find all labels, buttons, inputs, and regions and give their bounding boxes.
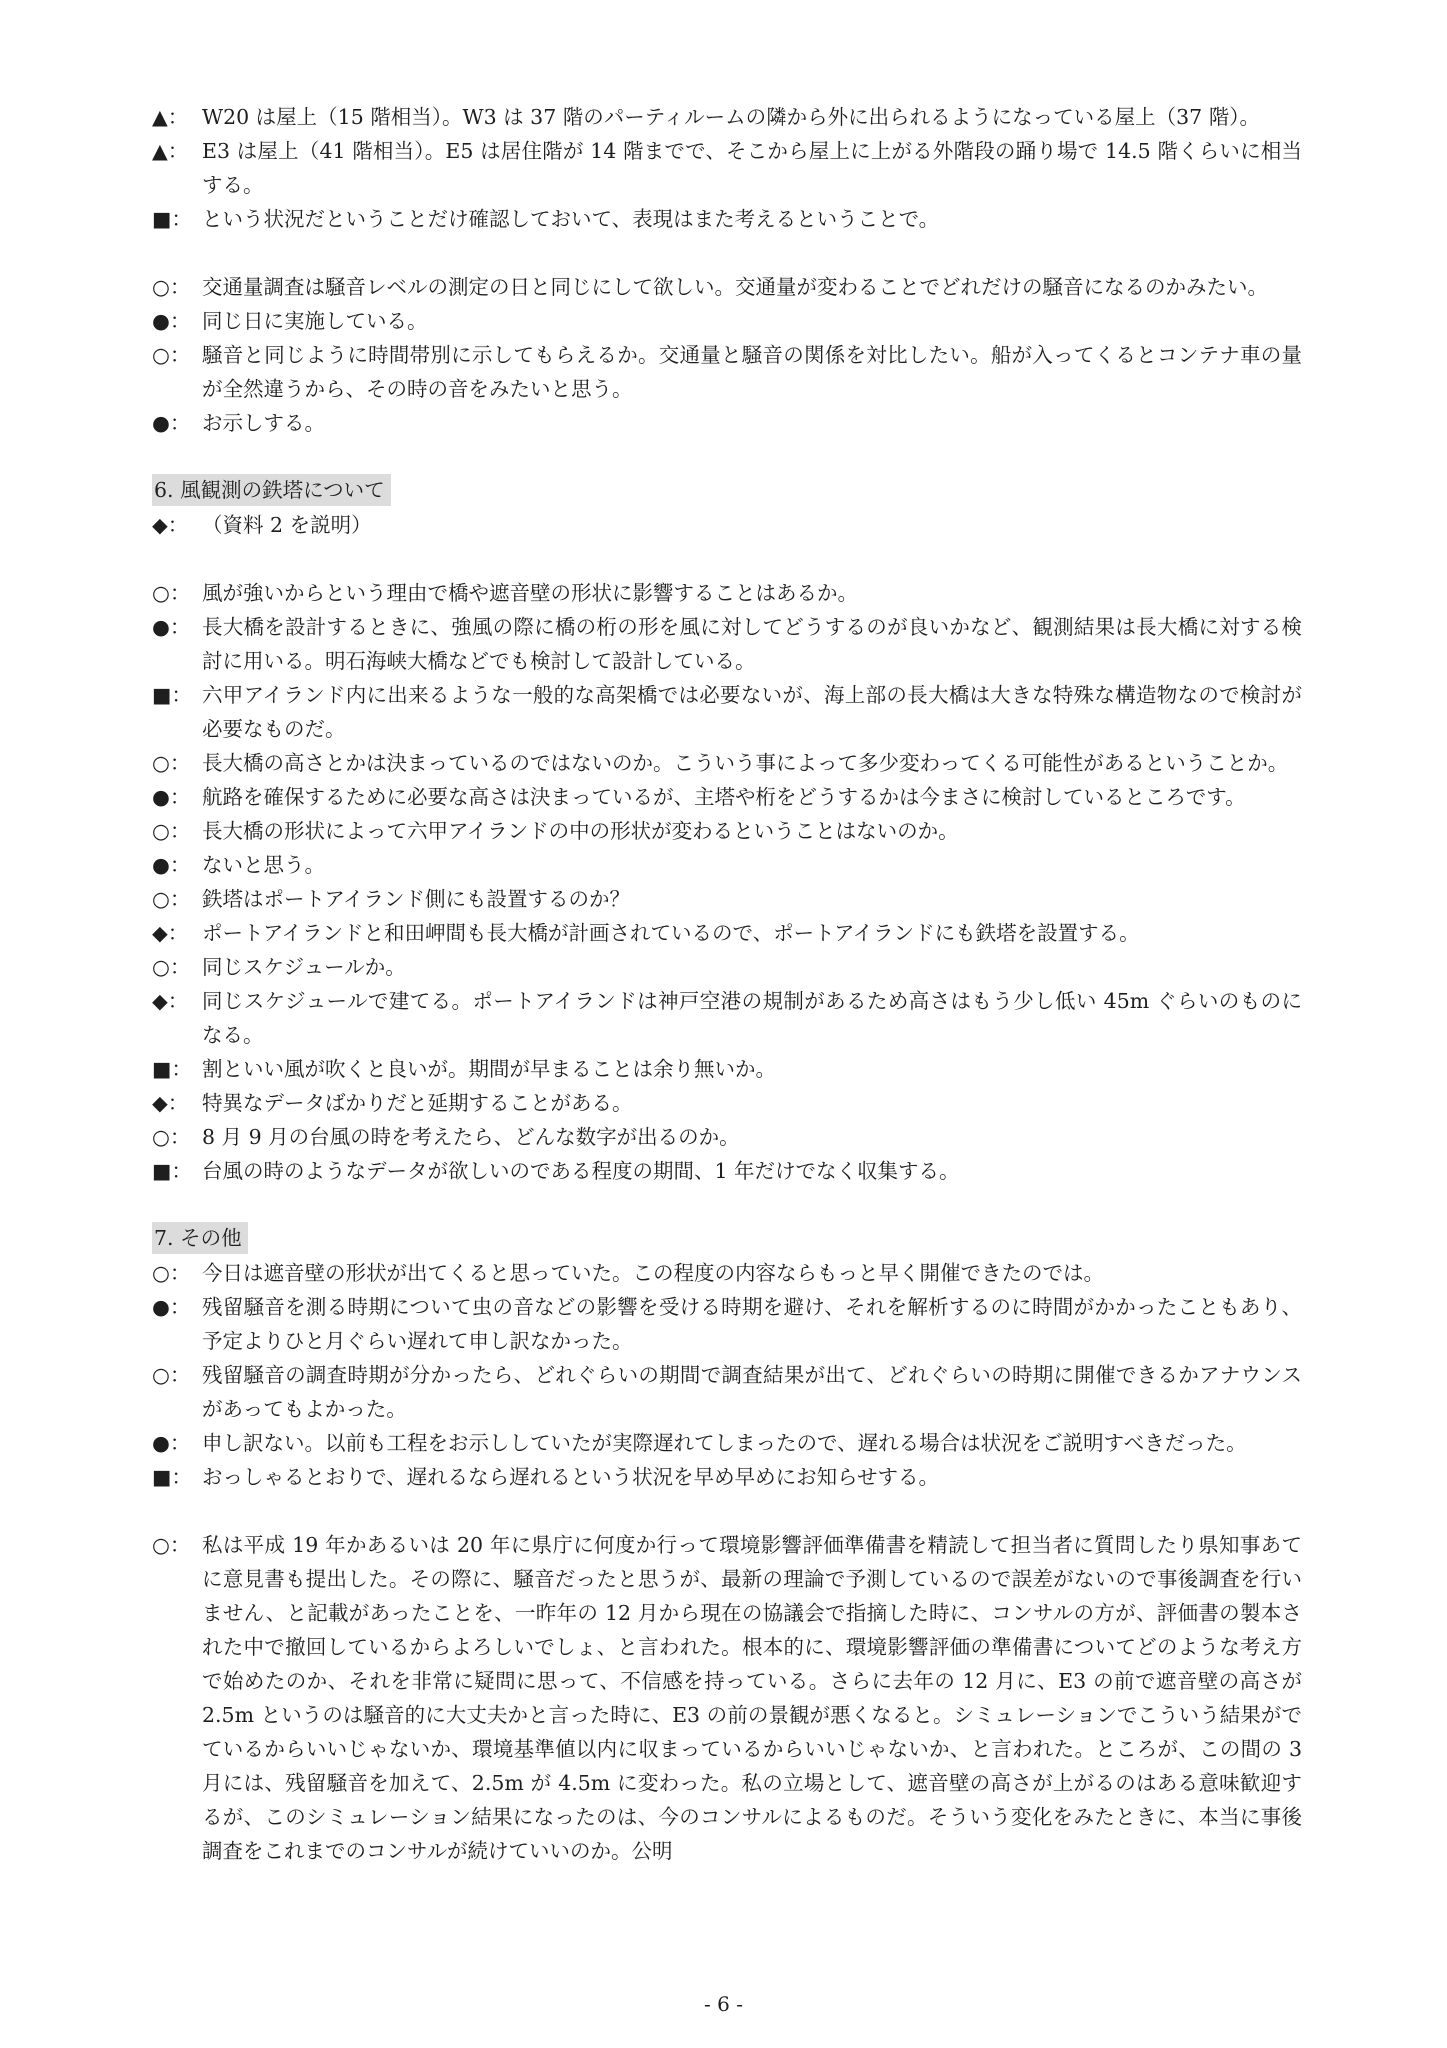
remark-entry (152, 1120, 1302, 1154)
speaker-marker: ○： (152, 955, 191, 979)
speaker-marker: ●： (152, 309, 191, 333)
speaker-marker: ○： (152, 275, 191, 299)
speaker-marker: ■： (152, 683, 192, 707)
speaker-marker: ●： (152, 853, 191, 877)
speaker-marker: ○： (152, 1363, 191, 1387)
section-heading: 7. その他 (152, 1222, 248, 1254)
speaker-marker: ▲： (152, 139, 189, 163)
remark-text: 同じスケジュールか。 (202, 955, 406, 979)
blank-line (152, 440, 1302, 474)
remark-entry (152, 406, 1302, 440)
section-heading-row (152, 1222, 1302, 1256)
page-number: - 6 - (704, 1992, 743, 2016)
speaker-marker: ◆： (152, 1091, 189, 1115)
remark-text: 長大橋を設計するときに、強風の際に橋の桁の形を風に対してどうするのが良いかなど、観測結果は長大橋に対する検討に用いる。明石海峡大橋などでも検討して設計している。 (202, 615, 1302, 673)
speaker-marker: ■： (152, 1057, 192, 1081)
speaker-marker: ○： (152, 343, 191, 367)
remark-text: 同じスケジュールで建てる。ポートアイランドは神戸空港の規制があるため高さはもう少し低い 45m ぐらいのものになる。 (202, 989, 1302, 1047)
remark-text: おっしゃるとおりで、遅れるなら遅れるという状況を早め早めにお知らせする。 (202, 1465, 939, 1489)
remark-entry (152, 1052, 1302, 1086)
speaker-marker: ○： (152, 1533, 191, 1557)
remark-entry (152, 202, 1302, 236)
speaker-marker: ●： (152, 411, 191, 435)
speaker-marker: ○： (152, 1125, 191, 1149)
remark-text: 私は平成 19 年かあるいは 20 年に県庁に何度か行って環境影響評価準備書を精読して担当者に質問したり県知事あてに意見書も提出した。その際に、騒音だったと思うが、最新の理論で予測しているので誤差がないので事後調査を行いません、と記載があったことを、一昨年の 12 月から現在の協議会で指摘した時に、コンサルの方が、評価書の製本された中で撤回しているからよろしいでしょ、と言われた。根本的に、環境影響評価の準備書についてどのような考え方で始めたのか、それを非常に疑問に思って、不信感を持っている。さらに去年の 12 月に、E3 の前で遮音壁の高さが 2.5m というのは騒音的に大丈夫かと言った時に、E3 の前の景観が悪くなると。シミュレーションでこういう結果がでているからいいじゃないか、環境基準値以内に収まっているからいいじゃないか、と言われた。ところが、この間の 3 月には、残留騒音を加えて、2.5m が 4.5m に変わった。私の立場として、遮音壁の高さが上がるのはある意味歓迎するが、このシミュレーション結果になったのは、今のコンサルによるものだ。そういう変化をみたときに、本当に事後調査をこれまでのコンサルが続けていいのか。公明 (202, 1533, 1302, 1863)
remark-entry (152, 610, 1302, 678)
speaker-marker: ■： (152, 1159, 192, 1183)
speaker-marker: ◆： (152, 513, 189, 537)
speaker-marker: ■： (152, 207, 192, 231)
section-heading: 6. 風観測の鉄塔について (152, 474, 391, 506)
speaker-marker: ●： (152, 1431, 191, 1455)
remark-text: 割といい風が吹くと良いが。期間が早まることは余り無いか。 (202, 1057, 776, 1081)
speaker-marker: ●： (152, 785, 191, 809)
remark-entry (152, 780, 1302, 814)
remark-entry (152, 1460, 1302, 1494)
blank-line (152, 1494, 1302, 1528)
remark-text: 同じ日に実施している。 (202, 309, 428, 333)
remark-entry (152, 338, 1302, 406)
remark-text: E3 は屋上（41 階相当）。E5 は居住階が 14 階までで、そこから屋上に上がる外階段の踊り場で 14.5 階くらいに相当する。 (202, 139, 1302, 197)
remark-entry (152, 984, 1302, 1052)
remark-text: 残留騒音の調査時期が分かったら、どれぐらいの期間で調査結果が出て、どれぐらいの時期に開催できるかアナウンスがあってもよかった。 (202, 1363, 1302, 1421)
remark-text: 台風の時のようなデータが欲しいのである程度の期間、1 年だけでなく収集する。 (202, 1159, 960, 1183)
speaker-marker: ○： (152, 1261, 191, 1285)
remark-entry (152, 1256, 1302, 1290)
remark-entry (152, 678, 1302, 746)
section-heading-row (152, 474, 1302, 508)
remark-text: ないと思う。 (202, 853, 325, 877)
remark-entry (152, 134, 1302, 202)
remark-text: 申し訳ない。以前も工程をお示ししていたが実際遅れてしまったので、遅れる場合は状況をご説明すべきだった。 (202, 1431, 1247, 1455)
minutes-body (152, 100, 1302, 1868)
remark-entry (152, 882, 1302, 916)
speaker-marker: ●： (152, 615, 191, 639)
remark-entry (152, 814, 1302, 848)
remark-text: お示しする。 (202, 411, 325, 435)
speaker-marker: ○： (152, 581, 191, 605)
speaker-marker: ○： (152, 751, 191, 775)
remark-entry (152, 1528, 1302, 1868)
remark-text: 航路を確保するために必要な高さは決まっているが、主塔や桁をどうするかは今まさに検討しているところです。 (202, 785, 1246, 809)
remark-entry (152, 1290, 1302, 1358)
remark-entry (152, 746, 1302, 780)
remark-entry (152, 508, 1302, 542)
remark-entry (152, 100, 1302, 134)
remark-text: 六甲アイランド内に出来るような一般的な高架橋では必要ないが、海上部の長大橋は大きな特殊な構造物なので検討が必要なものだ。 (202, 683, 1302, 741)
remark-text: 残留騒音を測る時期について虫の音などの影響を受ける時期を避け、それを解析するのに時間がかかったこともあり、予定よりひと月ぐらい遅れて申し訳なかった。 (202, 1295, 1302, 1353)
remark-entry (152, 1358, 1302, 1426)
remark-text: （資料 2 を説明） (202, 513, 372, 537)
blank-line (152, 1188, 1302, 1222)
remark-entry (152, 576, 1302, 610)
remark-entry (152, 848, 1302, 882)
remark-entry (152, 304, 1302, 338)
remark-text: 特異なデータばかりだと延期することがある。 (202, 1091, 633, 1115)
remark-text: 長大橋の高さとかは決まっているのではないのか。こういう事によって多少変わってくる可能性があるということか。 (202, 751, 1289, 775)
remark-text: という状況だということだけ確認しておいて、表現はまた考えるということで。 (202, 207, 940, 231)
remark-text: 騒音と同じように時間帯別に示してもらえるか。交通量と騒音の関係を対比したい。船が入ってくるとコンテナ車の量が全然違うから、その時の音をみたいと思う。 (202, 343, 1302, 401)
speaker-marker: ▲： (152, 105, 189, 129)
remark-text: ポートアイランドと和田岬間も長大橋が計画されているので、ポートアイランドにも鉄塔を設置する。 (202, 921, 1140, 945)
remark-entry (152, 916, 1302, 950)
speaker-marker: ●： (152, 1295, 191, 1319)
remark-text: 長大橋の形状によって六甲アイランドの中の形状が変わるということはないのか。 (202, 819, 959, 843)
remark-text: W20 は屋上（15 階相当）。W3 は 37 階のパーティルームの隣から外に出られるようになっている屋上（37 階）。 (202, 105, 1260, 129)
remark-text: 交通量調査は騒音レベルの測定の日と同じにして欲しい。交通量が変わることでどれだけの騒音になるのかみたい。 (202, 275, 1268, 299)
blank-line (152, 542, 1302, 576)
remark-entry (152, 270, 1302, 304)
remark-text: 風が強いからという理由で橋や遮音壁の形状に影響することはあるか。 (202, 581, 858, 605)
remark-entry (152, 950, 1302, 984)
remark-text: 8 月 9 月の台風の時を考えたら、どんな数字が出るのか。 (202, 1125, 740, 1149)
speaker-marker: ○： (152, 887, 191, 911)
speaker-marker: ○： (152, 819, 191, 843)
speaker-marker: ◆： (152, 921, 189, 945)
remark-entry (152, 1086, 1302, 1120)
remark-entry (152, 1154, 1302, 1188)
speaker-marker: ■： (152, 1465, 192, 1489)
remark-text: 鉄塔はポートアイランド側にも設置するのか？ (202, 887, 631, 911)
speaker-marker: ◆： (152, 989, 189, 1013)
remark-text: 今日は遮音壁の形状が出てくると思っていた。この程度の内容ならもっと早く開催できたのでは。 (202, 1261, 1104, 1285)
remark-entry (152, 1426, 1302, 1460)
blank-line (152, 236, 1302, 270)
